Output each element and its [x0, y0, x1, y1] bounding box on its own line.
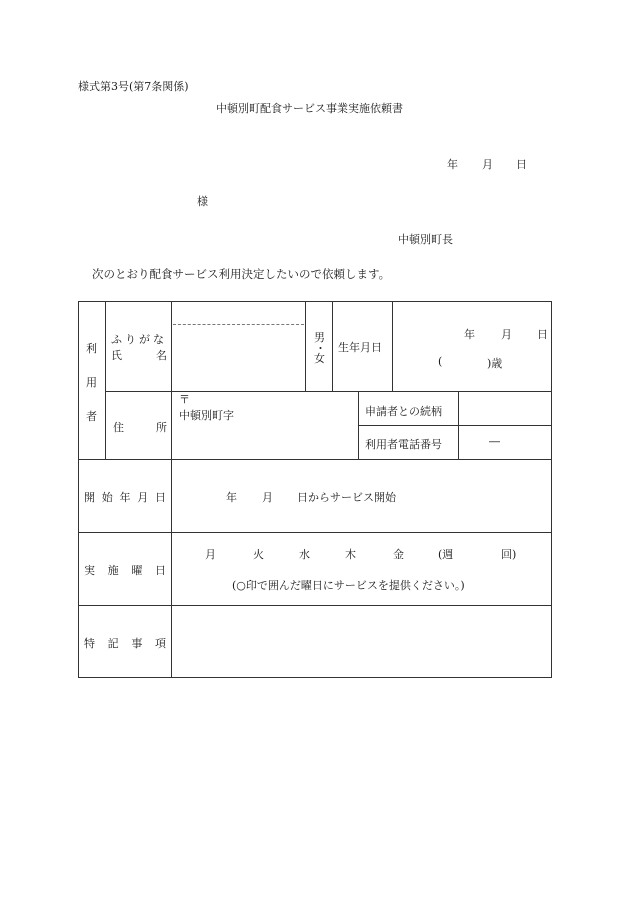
addressee-suffix: 様: [197, 195, 208, 208]
name-label-2: 名: [156, 349, 167, 362]
start-label-2: 始: [101, 491, 113, 504]
start-label-4: 月: [137, 491, 149, 504]
weekday-mon[interactable]: 月: [205, 548, 216, 561]
address-value[interactable]: 中頓別町字: [179, 409, 234, 422]
user-label-2: 用: [86, 376, 97, 389]
gender-male[interactable]: 男: [314, 331, 325, 344]
start-date-label: [84, 489, 166, 505]
weekday-wed[interactable]: 水: [299, 548, 310, 561]
address-label-2: 所: [156, 421, 167, 434]
birth-day: 日: [537, 328, 548, 341]
start-label-3: 年: [119, 491, 131, 504]
document-title: 中頓別町配食サービス事業実施依頼書: [216, 102, 403, 115]
notes-label: [84, 635, 166, 651]
postal-mark: 〒: [179, 393, 190, 406]
start-month: 月: [262, 491, 273, 504]
weekday-tue[interactable]: 火: [253, 548, 264, 561]
phone-dash: ―: [489, 435, 500, 448]
phone-label: 利用者電話番号: [365, 438, 442, 451]
weekday-thu[interactable]: 木: [345, 548, 356, 561]
name-label-1: 氏: [111, 349, 122, 362]
intro-text: 次のとおり配食サービス利用決定したいので依頼します。: [92, 267, 391, 281]
user-label-1: 利: [86, 342, 97, 355]
birth-month: 月: [501, 328, 512, 341]
gender-female[interactable]: 女: [314, 352, 325, 365]
relation-field[interactable]: [462, 394, 550, 424]
age-open: (: [438, 355, 443, 368]
address-label-1: 住: [113, 421, 124, 434]
weekday-label: [84, 562, 166, 578]
weekly-open: (週: [438, 548, 454, 561]
age-close: )歳: [487, 357, 503, 370]
weekday-label-2: 施: [107, 564, 119, 577]
gender-separator: ・: [315, 342, 326, 355]
notes-label-2: 記: [107, 637, 119, 650]
weekday-fri[interactable]: 金: [393, 548, 404, 561]
notes-label-3: 事: [131, 637, 143, 650]
relation-label: 申請者との続柄: [365, 405, 442, 418]
start-suffix: 日からサービス開始: [297, 491, 396, 504]
form-number: 様式第3号(第7条関係): [78, 80, 189, 93]
start-label-5: 日: [155, 491, 166, 504]
notes-field[interactable]: [174, 608, 548, 674]
weekday-label-3: 曜: [131, 564, 143, 577]
notes-label-4: 項: [154, 637, 166, 650]
notes-label-1: 特: [84, 637, 95, 650]
date-day: 日: [516, 158, 527, 171]
birthdate-label: 生年月日: [338, 341, 382, 354]
furigana-label: ふりがな: [111, 333, 167, 346]
weekday-label-4: 日: [154, 564, 166, 577]
user-label-3: 者: [86, 410, 97, 423]
weekday-label-1: 実: [84, 564, 95, 577]
name-field[interactable]: [183, 326, 303, 386]
issuer-name: 中頓別町長: [398, 233, 453, 246]
weekday-note: (○印で囲んだ曜日にサービスを提供ください。): [232, 579, 465, 592]
weekly-close: 回): [501, 548, 517, 561]
start-year: 年: [226, 491, 237, 504]
date-month: 月: [482, 158, 493, 171]
start-label-1: 開: [84, 491, 95, 504]
date-year: 年: [447, 158, 458, 171]
birth-year: 年: [464, 328, 475, 341]
